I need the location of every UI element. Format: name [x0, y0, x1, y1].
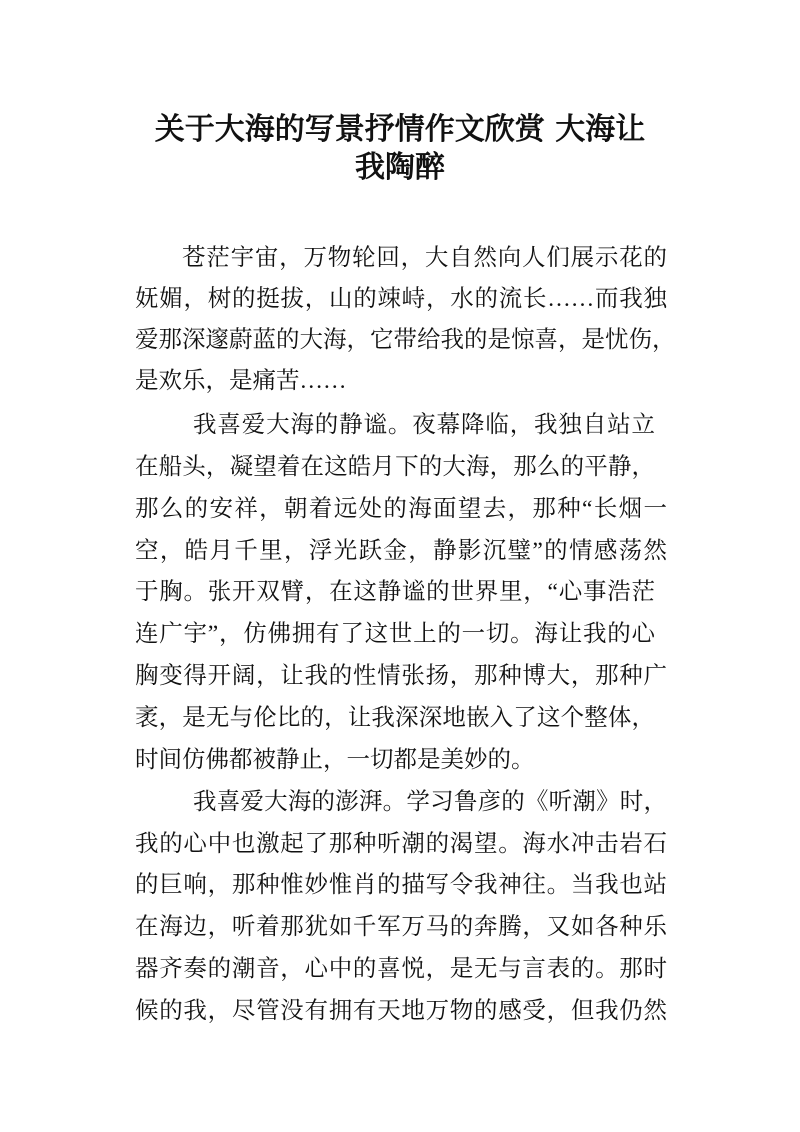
text-line: 器齐奏的潮音，心中的喜悦，是无与言表的。那时: [135, 956, 667, 982]
text-line: 在船头，凝望着在这皓月下的大海，那么的平静，: [135, 454, 655, 480]
text-line: 是欢乐，是痛苦……: [135, 368, 347, 394]
text-line: 袤，是无与伦比的，让我深深地嵌入了这个整体，: [135, 705, 655, 731]
text-line: 时间仿佛都被静止，一切都是美妙的。: [135, 747, 535, 773]
title-line-2: 我陶醉: [355, 150, 445, 185]
text-line: 在海边，听着那犹如千军万马的奔腾，又如各种乐: [135, 914, 667, 940]
text-line: 苍茫宇宙，万物轮回，大自然向人们展示花的: [182, 245, 667, 271]
text-line: 于胸。张开双臂，在这静谧的世界里，“心事浩茫: [135, 579, 655, 605]
text-line: 那么的安祥，朝着远处的海面望去，那种“长烟一: [135, 496, 667, 522]
text-line: 连广宇”，仿佛拥有了这世上的一切。海让我的心: [135, 621, 655, 647]
text-line: 胸变得开阔，让我的性情张扬，那种博大，那种广: [135, 663, 667, 689]
text-line: 我喜爱大海的澎湃。学习鲁彦的《听潮》时，: [193, 789, 667, 815]
text-line: 候的我，尽管没有拥有天地万物的感受，但我仍然: [135, 998, 667, 1024]
text-line: 我的心中也激起了那种听潮的渴望。海水冲击岩石: [135, 831, 667, 857]
text-line: 妩媚，树的挺拔，山的竦峙，水的流长……而我独: [135, 286, 667, 312]
text-line: 我喜爱大海的静谧。夜幕降临，我独自站立: [193, 412, 655, 438]
text-line: 的巨响，那种惟妙惟肖的描写令我神往。当我也站: [135, 872, 667, 898]
text-line: 爱那深邃蔚蓝的大海，它带给我的是惊喜，是忧伤，: [135, 327, 676, 353]
title-line-1: 关于大海的写景抒情作文欣赏 大海让: [154, 112, 646, 147]
text-line: 空，皓月千里，浮光跃金，静影沉璧”的情感荡然: [135, 538, 667, 564]
